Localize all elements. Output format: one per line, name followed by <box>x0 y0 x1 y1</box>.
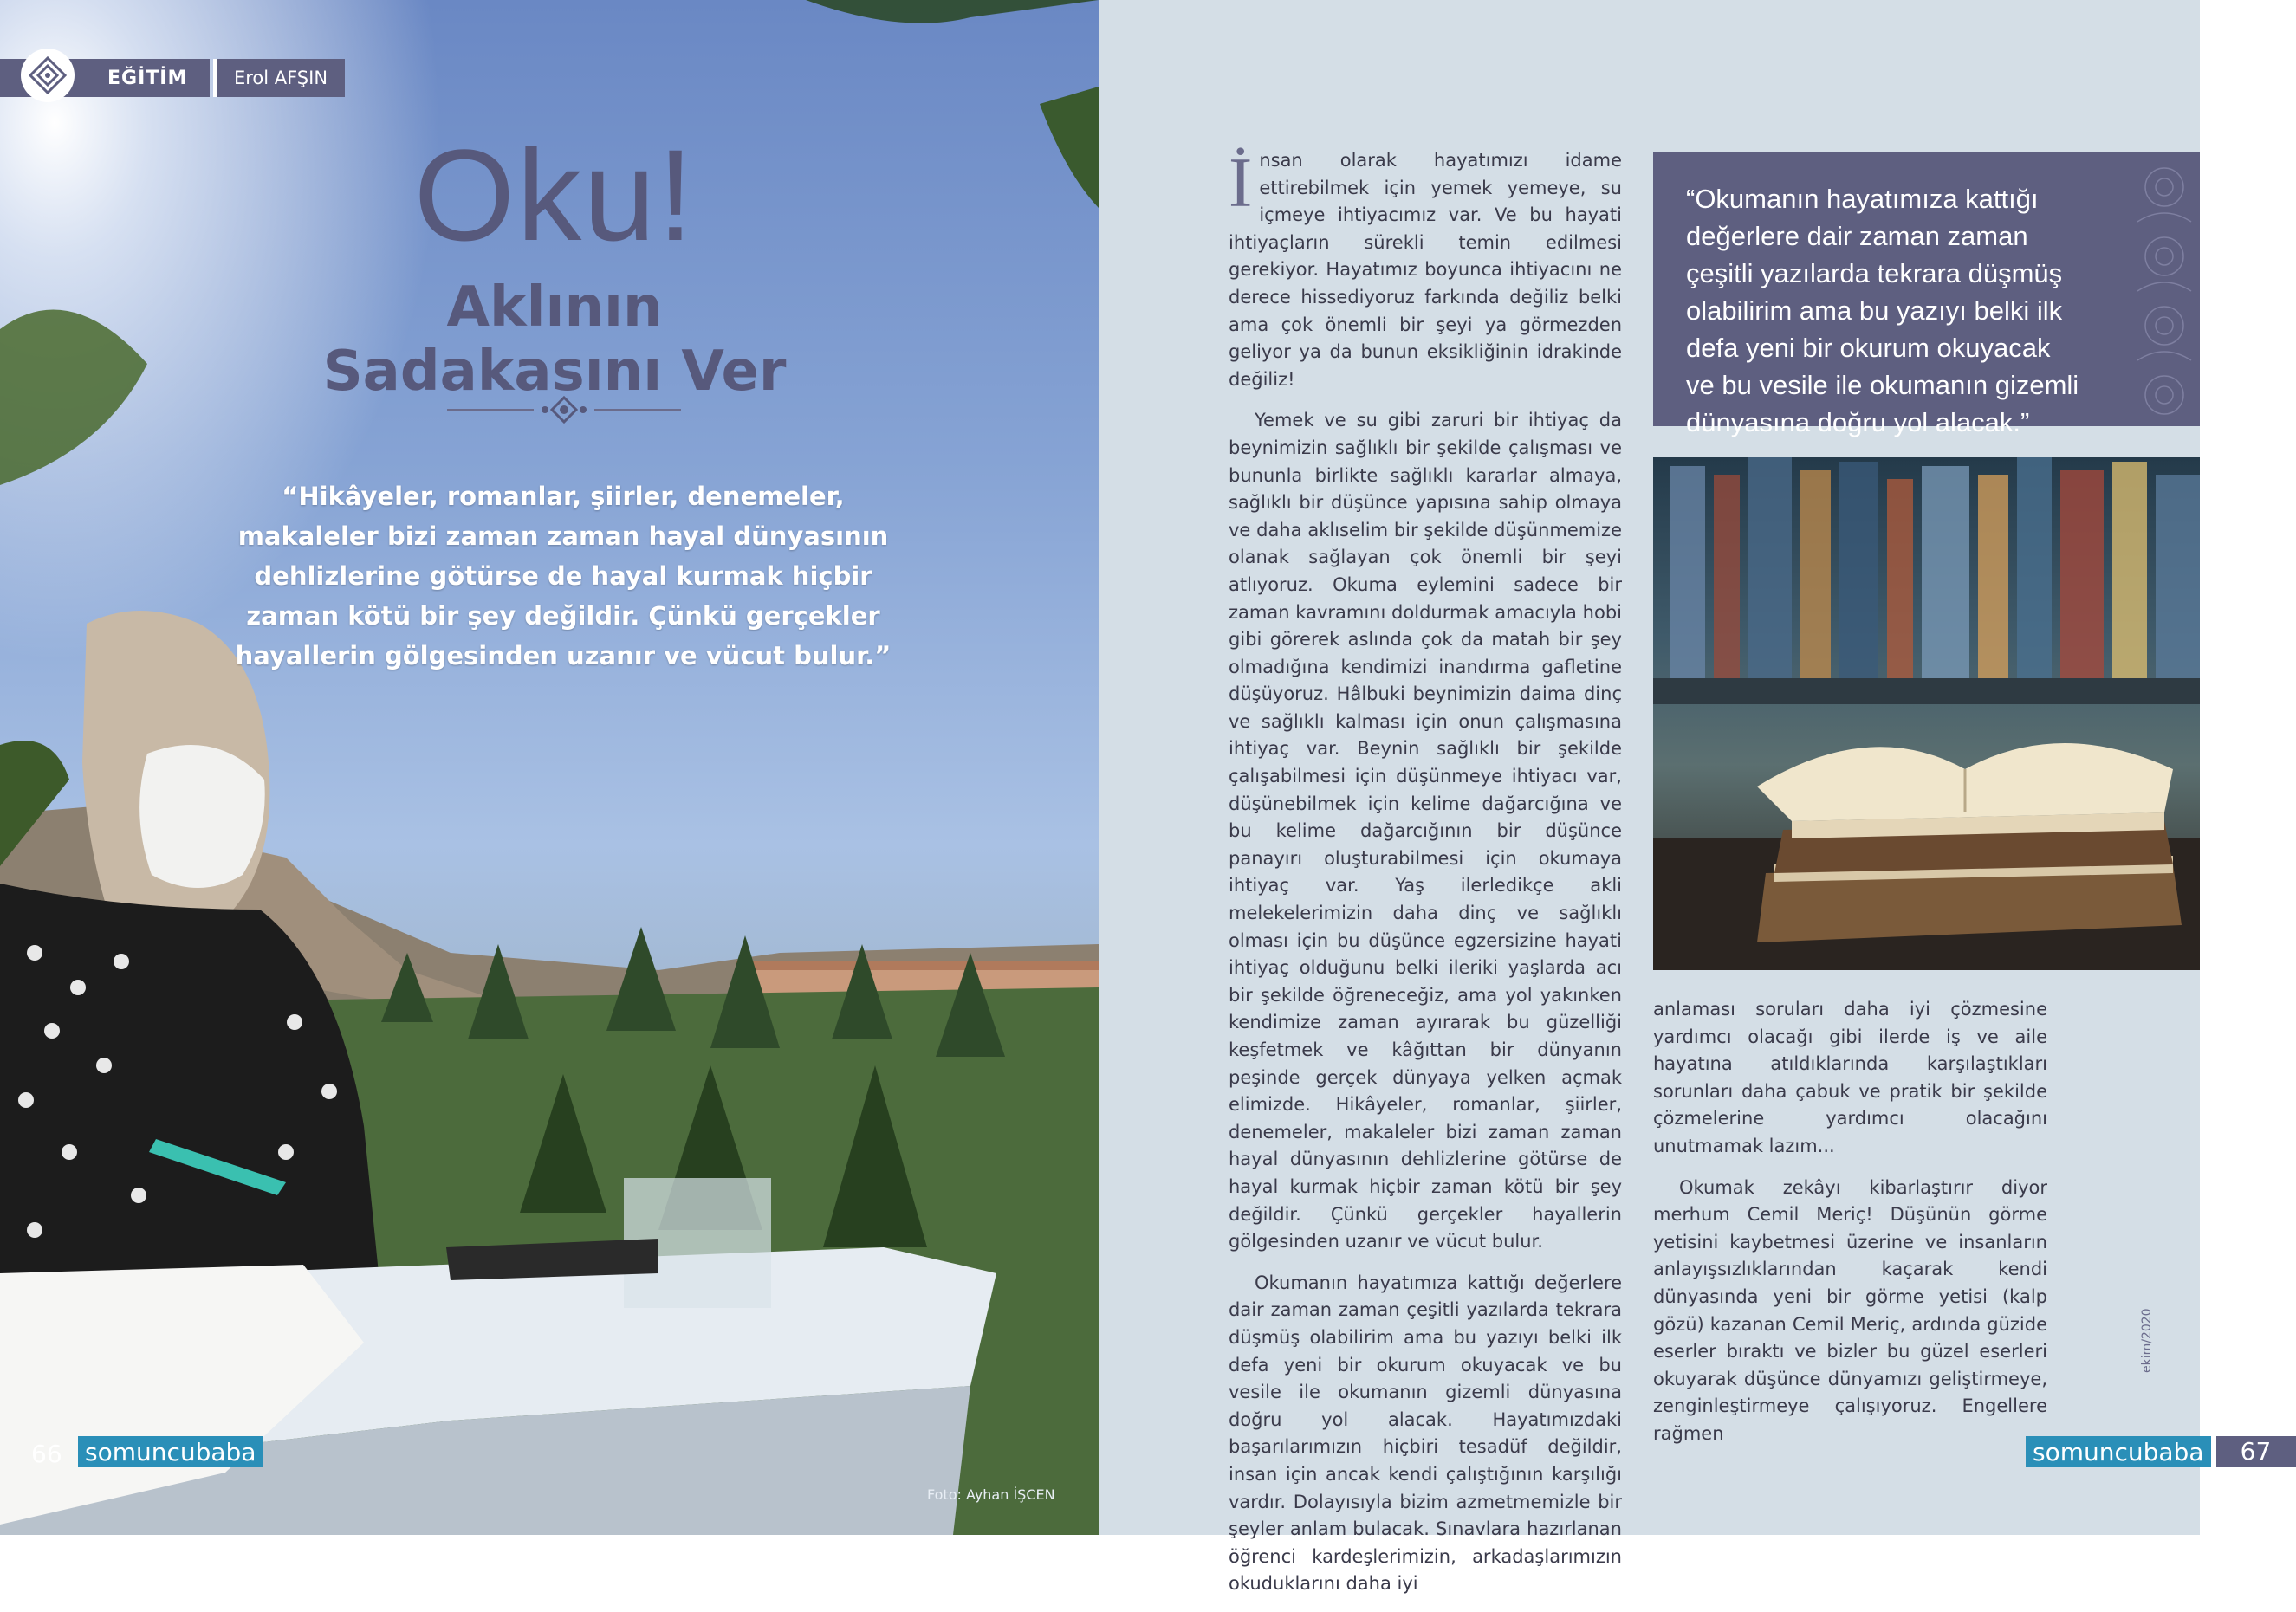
drop-cap: İ <box>1229 143 1253 222</box>
paragraph-text: nsan olarak hayatımızı idame ettirebilmek için yemek yemeye, su içmeye ihtiyacımız var. Ve bu hayati ihtiyaçların sürekli temin edilmesi gerekiyor. Hayatımız boyunca ihtiyacını ne derece hissediyoruz farkında değiliz belki ama çok önemli bir şeyi ya görmezden geliyor ya da bunun eksikliğinin idrakinde değiliz! <box>1229 150 1622 390</box>
pull-quote: “Hikâyeler, romanlar, şiirler, denemeler, makaleler bizi zaman zaman hayal dünyasının dehlizlerine götürse de hayal kurmak hiçbir zaman kötü bir şey değildir. Çünkü gerçekler hayallerin gölgesinden uzanır ve vücut bulur.” <box>235 482 892 670</box>
footer-right <box>2026 1436 2296 1467</box>
section-label: EĞİTİM <box>107 67 188 89</box>
ornament-divider-icon <box>447 394 681 425</box>
left-page <box>0 0 1099 1535</box>
page-number-right: 67 <box>2216 1436 2296 1467</box>
text-column-2 <box>1653 996 2047 1462</box>
highlight-quote: “Okumanın hayatımıza kattığı değerlere dair zaman zaman çeşitli yazılarda tekrara düşmüş olabilirim ama bu yazıyı belki ilk defa yeni bir okurum okuyacak ve bu vesile ile okumanın gizemli dünyasına doğru yol alacak.” <box>1686 184 2079 437</box>
title-sub: Aklının Sadakasını Ver <box>322 275 787 404</box>
brand-logo-left: somuncubaba <box>78 1436 263 1467</box>
page-number-left: 66 <box>31 1440 62 1468</box>
author-name: Erol AFŞIN <box>213 59 345 97</box>
paragraph: Okumanın hayatımıza kattığı değerlere dair zaman zaman çeşitli yazılarda tekrara düşmüş olabilirim ama bu yazıyı belki ilk defa yeni bir okurum okuyacak ve bu vesile ile okumanın gizemli dünyasına doğru yol alacak. Hayatımızdaki başarılarımızın hiçbiri tesadüf değildir, insan için ancak kendi çalıştığının karşılığı vardır. Dolayısıyla bizim azmetmemizle bir şeyler anlam bulacak. Sınavlara hazırlanan öğrenci kardeşlerimizin, arkadaşlarımızın okuduklarını daha iyi <box>1229 1272 1622 1595</box>
ornament-pattern-icon <box>2129 152 2200 426</box>
highlight-quote-box <box>1653 152 2200 437</box>
magazine-logo-icon <box>21 49 75 102</box>
title-main: Oku! <box>413 122 696 268</box>
issue-date: ekim/2020 <box>2140 1308 2154 1373</box>
paragraph <box>1229 143 1622 393</box>
book-photo <box>1653 457 2200 970</box>
paragraph: anlaması soruları daha iyi çözmesine yardımcı olacağı gibi ilerde iş ve aile hayatına atıldıklarında karşılaştıkları sorunları daha çabuk ve pratik bir şekilde çözmelerine yardımcı olacağını unutmamak lazım... <box>1653 999 2047 1156</box>
paragraph: Yemek ve su gibi zaruri bir ihtiyaç da beynimizin sağlıklı bir şekilde çalışması ve bununla birlikte sağlıklı kararlar almaya, sağlıklı bir düşünce yapısına sahip olmaya ve daha aklıselim bir şekilde düşünmemize olanak sağlayan çok önemli bir şeyi atlıyoruz. Okuma eylemini sadece bir zaman kavramını doldurmak amacıyla hobi gibi görerek aslında çok da matah bir şey olmadığına kendimizi inandırma gafletine düşüyoruz. Hâlbuki beynimizin daima dinç ve sağlıklı kalması için onun çalışmasına ihtiyaç var. Beynin sağlıklı bir şekilde çalışabilmesi için düşünmeye ihtiyacı var, düşünebilmek için kelime dağarcığına ve bu kelime dağarcığının bir düşünce panayırı oluşturabilmesi için okumaya ihtiyaç var. Yaş ilerledikçe akli melekelerimizin daha dinç ve sağlıklı olması için bu düşünce egzersizine hayati ihtiyaç olduğunu belki ileriki yaşlarda acı bir şekilde öğreneceğiz, ama yol yakınken kendimize zaman ayırarak bu güzelliği keşfetmek ve kâğıttan bir dünyanın peşinde gerçek dünyaya yelken açmak elimizde. Hikâyeler, romanlar, şiirler, denemeler, makaleler bizi zaman zaman hayal dünyasının dehlizlerine götürse de hayal kurmak hiçbir zaman kötü bir şey değildir. Çünkü gerçekler hayallerin gölgesinden uzanır ve vücut bulur. <box>1229 410 1622 1253</box>
brand-logo-right: somuncubaba <box>2026 1436 2211 1467</box>
article-headline <box>286 122 823 404</box>
text-column-1 <box>1229 143 1622 1612</box>
paragraph: Okumak zekâyı kibarlaştırır diyor merhum Cemil Meriç! Düşünün görme yetisini kaybetmesi üzerine ve insanların anlayışsızlıklarından kaçarak kendi dünyasında yeni bir görme yetisi (kalp gözü) kazanan Cemil Meriç, ardında güzide eserler bıraktı ve bizler bu güzel eserleri okuyarak düşünce dünyamızı geliştirmeye, zenginleştirmeye çalışıyoruz. Engellere rağmen <box>1653 1176 2047 1444</box>
photo-credit: Foto: Ayhan İŞCEN <box>927 1486 1055 1503</box>
